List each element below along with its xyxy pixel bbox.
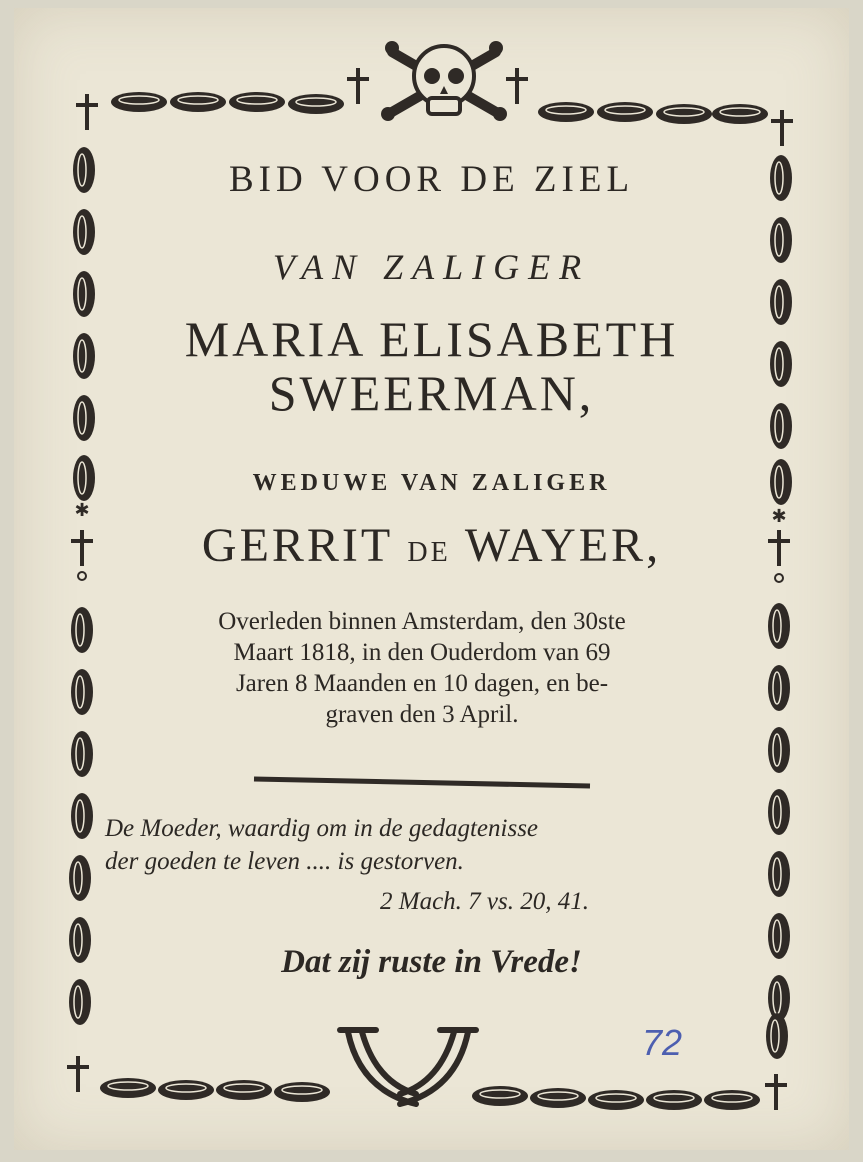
detail-line: Maart 1818, in den Ouderdom van 69 bbox=[233, 639, 611, 666]
husband-surname: WAYER, bbox=[464, 519, 662, 572]
closing-blessing: Dat zij ruste in Vrede! bbox=[281, 944, 582, 980]
svg-text:✱: ✱ bbox=[74, 500, 90, 521]
heading-van-zaliger: VAN ZALIGER bbox=[272, 247, 591, 287]
divider-rule bbox=[254, 779, 590, 786]
crossed-bones-icon bbox=[340, 1030, 476, 1104]
husband-particle: DE bbox=[407, 537, 451, 568]
heading-pray: BID VOOR DE ZIEL bbox=[228, 159, 635, 200]
deceased-name bbox=[0, 312, 863, 420]
cross-icon bbox=[67, 1056, 89, 1092]
deceased-first-names: MARIA ELISABETH bbox=[184, 311, 679, 367]
quote-line: De Moeder, waardig om in de gedagtenisse bbox=[105, 815, 539, 842]
widow-of-line: WEDUWE VAN ZALIGER bbox=[252, 470, 611, 496]
skull-crossbones-icon bbox=[381, 41, 507, 121]
death-details bbox=[132, 606, 712, 730]
scripture-reference: 2 Mach. 7 vs. 20, 41. bbox=[380, 888, 589, 915]
cross-icon bbox=[76, 94, 98, 130]
deceased-surname: SWEERMAN, bbox=[268, 365, 595, 421]
top-beads-left bbox=[111, 92, 344, 114]
quote-line: der goeden te leven .... is gestorven. bbox=[105, 848, 464, 875]
detail-line: graven den 3 April. bbox=[325, 701, 519, 728]
cross-icon bbox=[347, 68, 369, 104]
cross-icon bbox=[771, 110, 793, 146]
svg-text:✱: ✱ bbox=[771, 506, 787, 527]
scripture-quote bbox=[105, 812, 755, 878]
top-beads-right bbox=[538, 102, 768, 124]
right-beads bbox=[766, 155, 792, 1059]
handwritten-number: 72 bbox=[642, 1022, 683, 1063]
husband-name bbox=[0, 518, 863, 573]
cross-icon bbox=[506, 68, 528, 104]
detail-line: Overleden binnen Amsterdam, den 30ste bbox=[218, 608, 626, 635]
cross-icon bbox=[765, 1074, 787, 1110]
husband-first-name: GERRIT bbox=[201, 519, 393, 572]
detail-line: Jaren 8 Maanden en 10 dagen, en be- bbox=[235, 670, 609, 697]
